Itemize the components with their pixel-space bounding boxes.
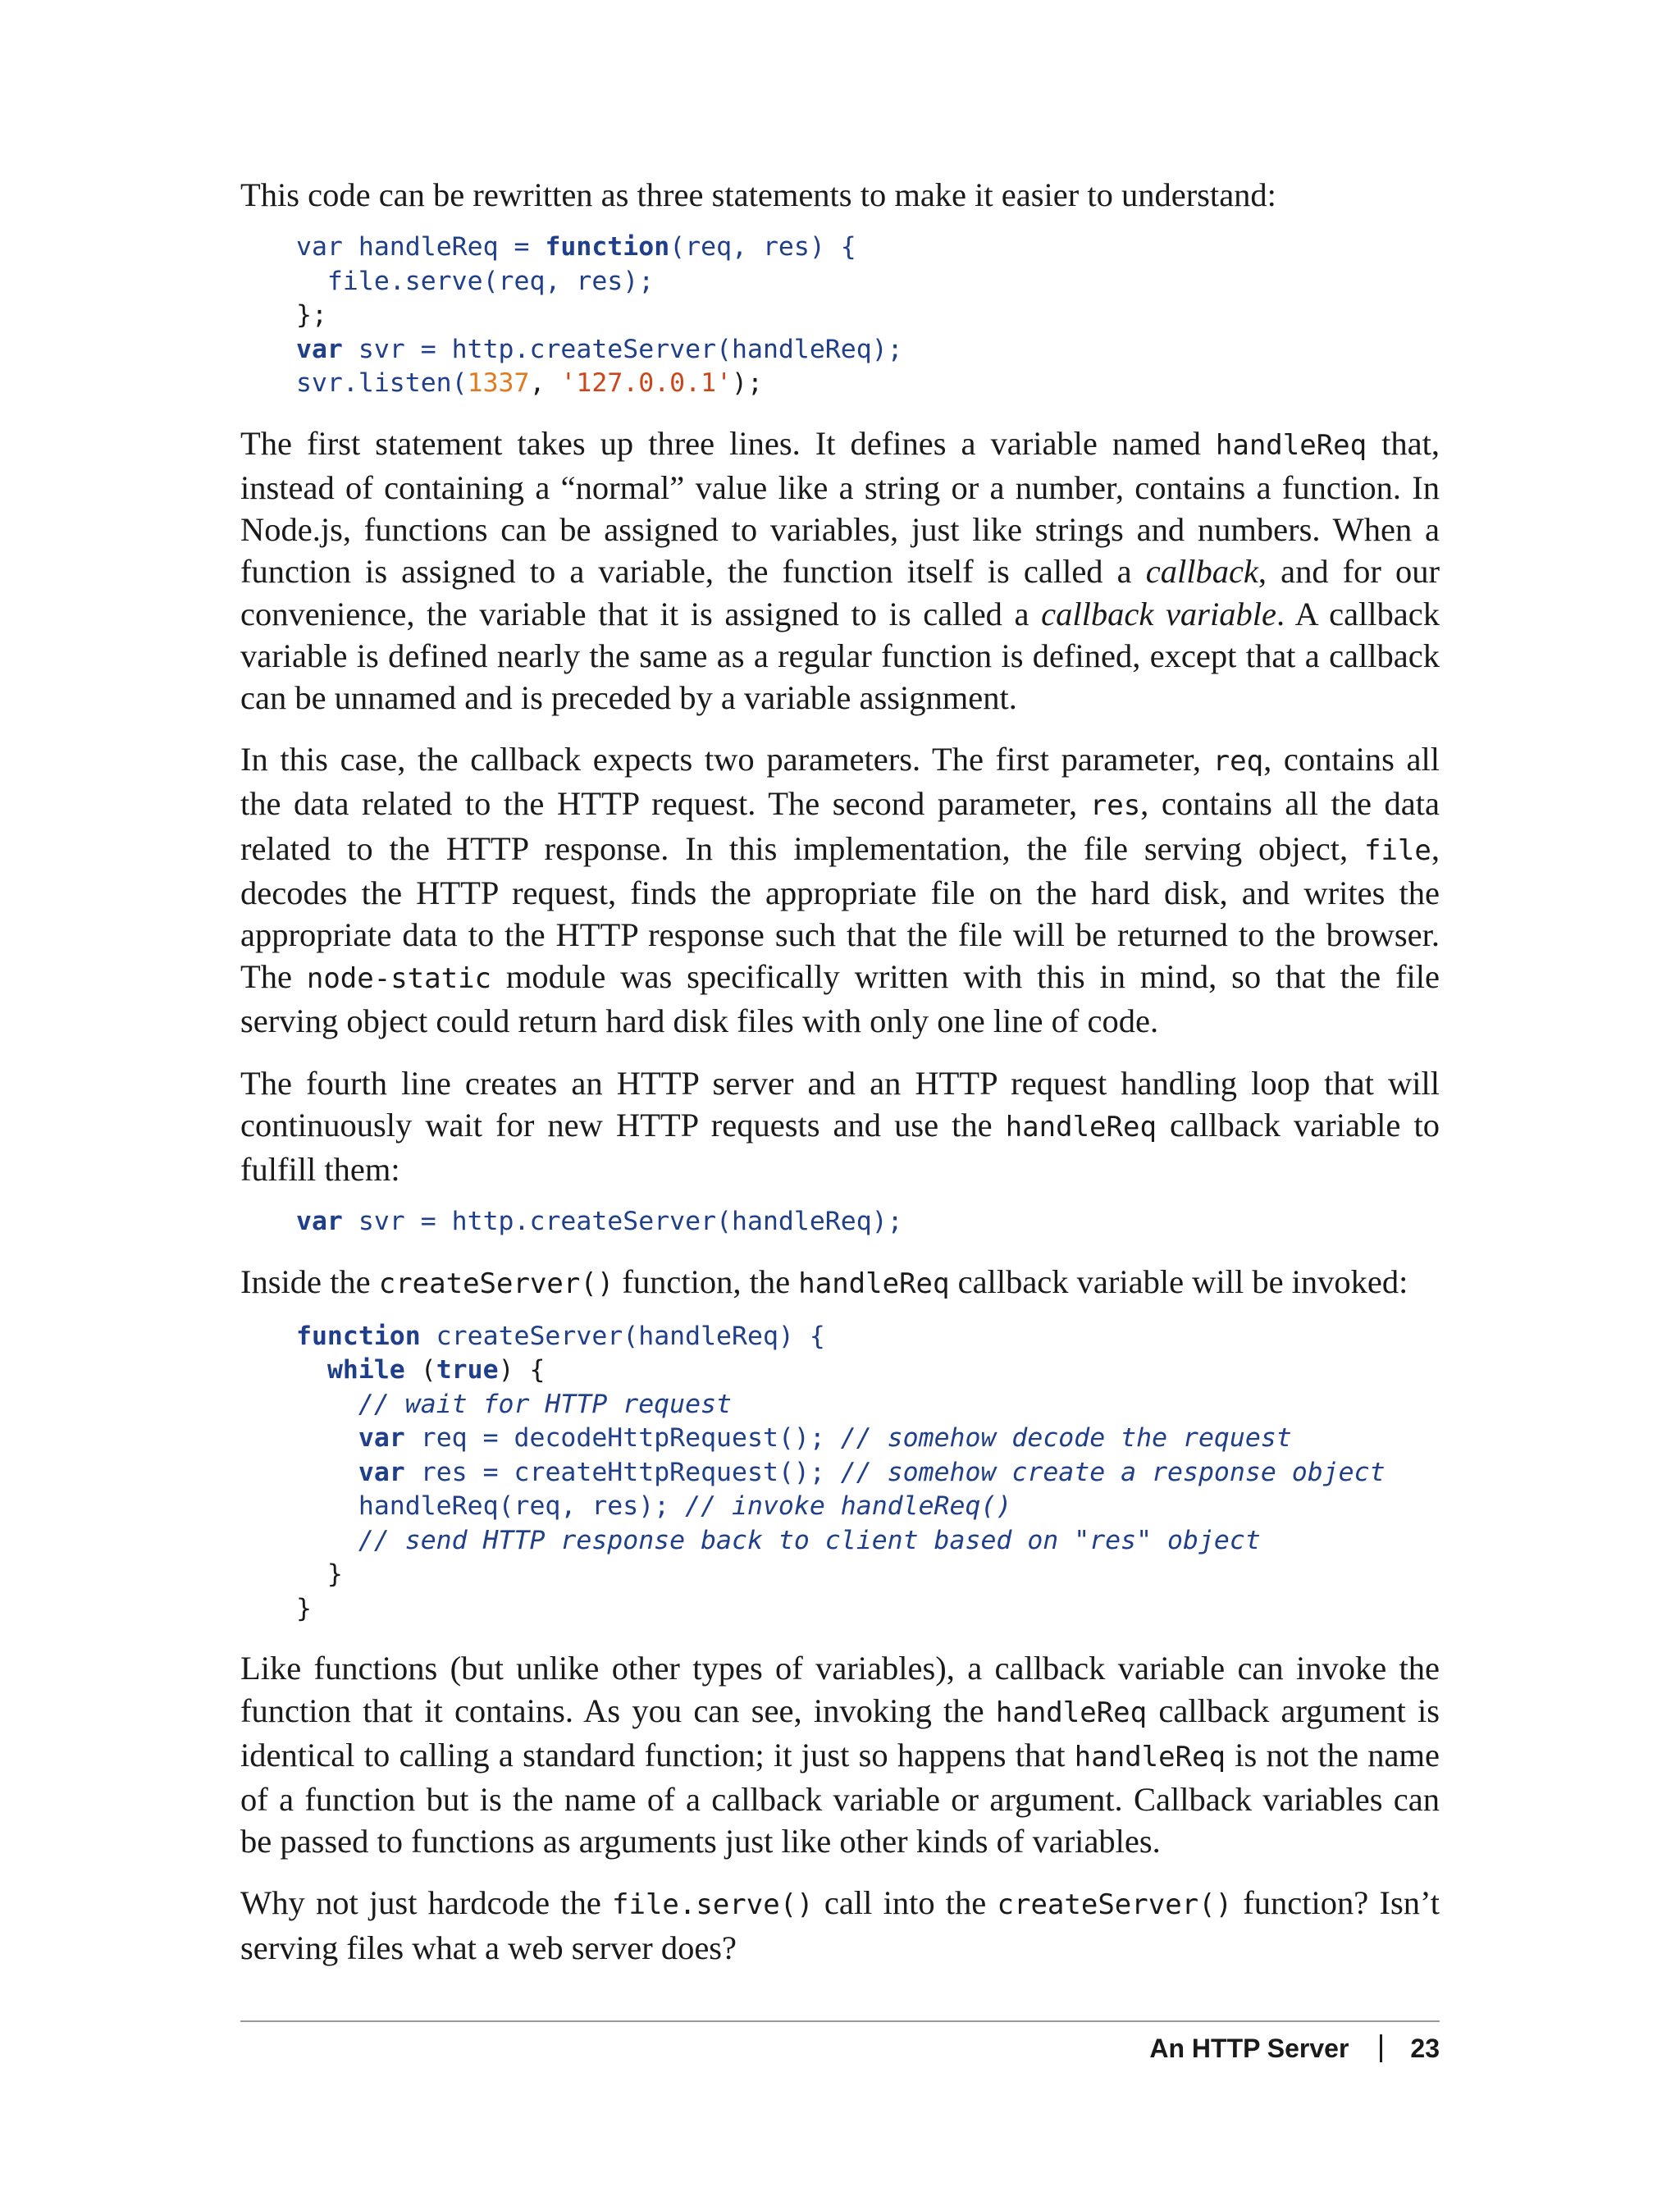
- paragraph-text: Why not just hardcode the: [240, 1884, 613, 1922]
- code-text: (req, res) {: [669, 232, 856, 262]
- code-text: svr = http.createServer(handleReq);: [342, 1207, 903, 1237]
- code-line-5: [296, 368, 763, 398]
- paragraph-text: The fourth line creates an HTTP server and an HTTP request handling loop that will continuously wait for new HTTP requests and use the: [240, 1064, 1440, 1144]
- paragraph-text: Like functions (but unlike other types of variables), a callback variable can invoke the function that it contains. As you can see, invoking the: [240, 1650, 1440, 1729]
- footer-separator: [1380, 2034, 1382, 2062]
- code-text: svr.listen(: [296, 368, 468, 399]
- paragraph-text: . A callback variable is defined nearly the same as a regular function is defined, except that a callback can be unnamed and is preceded by a variable assignment.: [240, 595, 1440, 716]
- inline-code: res: [1089, 789, 1141, 823]
- code-comment: // send HTTP response back to client based on "res" object: [296, 1525, 1261, 1555]
- code-keyword: while: [326, 1355, 405, 1386]
- paragraph-text: , contains all the data related to the HTTP response. In this implementation, the file serving object,: [240, 785, 1440, 867]
- code-line-5: [296, 1458, 1386, 1487]
- code-string: '127.0.0.1': [560, 368, 733, 399]
- code-text: handleReq(req, res);: [296, 1491, 686, 1522]
- code-text: );: [732, 368, 763, 399]
- paragraph-text: callback argument is identical to calling a standard function; it just so happens that: [240, 1691, 1440, 1774]
- code-line-3: };: [296, 300, 327, 331]
- code-block-server-loop: [296, 1320, 1440, 1627]
- inline-code: handleReq: [798, 1267, 950, 1300]
- code-keyword: true: [436, 1355, 499, 1386]
- inline-code: createServer(): [378, 1267, 614, 1300]
- paragraph-text: function, the: [614, 1262, 799, 1300]
- code-line-1: [296, 232, 856, 262]
- code-text: req = decodeHttpRequest();: [404, 1423, 841, 1454]
- code-line-4: [296, 1423, 1292, 1453]
- page-content: [240, 174, 1440, 1988]
- code-keyword: var: [296, 232, 343, 262]
- paragraph-text: , contains all the data related to the HTTP request. The second parameter,: [240, 741, 1440, 823]
- paragraph-callback-invoke: [240, 1647, 1440, 1862]
- code-keyword: var: [296, 1207, 343, 1237]
- code-comment: // wait for HTTP request: [296, 1389, 733, 1419]
- paragraph-text: This code can be rewritten as three statements to make it easier to understand:: [240, 176, 1276, 213]
- code-text: createServer(handleReq) {: [420, 1321, 825, 1351]
- code-indent: [296, 1355, 327, 1385]
- code-text: svr = http.createServer(handleReq);: [342, 334, 903, 364]
- paragraph-text: that, instead of containing a “normal” value like a string or a number, contains a function. In Node.js, functions can be assigned to variables, just like strings and numbers. When a function is assigned to a variable, the function itself is called a: [240, 424, 1440, 591]
- paragraph-text: , and for our convenience, the variable that it is assigned to is called a: [240, 553, 1440, 632]
- code-comment: // invoke handleReq(): [685, 1491, 1012, 1522]
- code-indent: [296, 1458, 358, 1487]
- emphasis: callback variable: [1041, 595, 1276, 632]
- code-keyword: var: [358, 1457, 405, 1487]
- code-keyword: function: [545, 232, 670, 262]
- code-indent: [296, 1423, 358, 1453]
- code-line-2: [296, 1355, 545, 1385]
- paragraph-why-not-hardcode: [240, 1882, 1440, 1968]
- code-block-create-server: [296, 1205, 1440, 1239]
- inline-code: file: [1363, 833, 1431, 867]
- code-text: ,: [529, 368, 561, 399]
- inline-code: handleReq: [1005, 1110, 1157, 1144]
- code-line-4: [296, 335, 903, 364]
- paragraph-text: Inside the: [240, 1262, 379, 1300]
- code-line-9: }: [296, 1593, 312, 1623]
- page-number: 23: [1410, 2034, 1440, 2063]
- inline-code: handleReq: [1215, 428, 1367, 462]
- inline-code: node-static: [306, 962, 492, 996]
- code-text: handleReq =: [342, 232, 546, 262]
- paragraph-text: module was specifically written with this in mind, so that the file serving object could return hard disk files with only one line of code.: [240, 958, 1440, 1040]
- code-comment: // somehow decode the request: [840, 1423, 1292, 1454]
- code-keyword: var: [296, 334, 343, 364]
- code-line-8: }: [296, 1559, 343, 1590]
- paragraph-text: callback variable will be invoked:: [949, 1262, 1408, 1300]
- code-text: ) {: [498, 1355, 546, 1386]
- page-footer: [1149, 2028, 1440, 2069]
- code-block-rewritten: [296, 231, 1440, 401]
- inline-code: handleReq: [995, 1696, 1148, 1729]
- inline-code: req: [1212, 745, 1264, 778]
- paragraph-first-statement: [240, 422, 1440, 719]
- paragraph-intro: [240, 174, 1440, 216]
- code-line-2: file.serve(req, res);: [296, 266, 655, 296]
- inline-code: handleReq: [1074, 1740, 1226, 1774]
- code-text: (: [404, 1355, 436, 1386]
- code-line-1: [296, 1322, 825, 1351]
- paragraph-callback-params: [240, 738, 1440, 1042]
- paragraph-text: , decodes the HTTP request, finds the appropriate file on the hard disk, and writes the appropriate data to the HTTP response such that the file will be returned to the browser. The: [240, 829, 1440, 996]
- paragraph-text: function? Isn’t serving files what a web server does?: [240, 1884, 1440, 1966]
- paragraph-text: The first statement takes up three lines. It defines a variable named: [240, 424, 1216, 462]
- code-number: 1337: [467, 368, 530, 399]
- code-keyword: function: [296, 1321, 421, 1351]
- paragraph-fourth-line: [240, 1062, 1440, 1191]
- inline-code: createServer(): [997, 1888, 1233, 1922]
- code-line-6: [296, 1491, 1011, 1521]
- paragraph-text: call into the: [813, 1884, 998, 1922]
- footer-divider: [240, 2020, 1440, 2022]
- code-keyword: var: [358, 1423, 405, 1454]
- paragraph-inside-create-server: [240, 1261, 1440, 1305]
- code-text: res = createHttpRequest();: [404, 1457, 841, 1487]
- paragraph-text: callback variable to fulfill them:: [240, 1106, 1440, 1188]
- emphasis: callback: [1145, 553, 1258, 591]
- inline-code: file.serve(): [612, 1888, 814, 1922]
- code-line-1: [296, 1207, 903, 1236]
- paragraph-text: is not the name of a function but is the name of a callback variable or argument. Callback variables can be passed to functions as arguments just like other kinds of variables.: [240, 1736, 1440, 1860]
- paragraph-text: In this case, the callback expects two parameters. The first parameter,: [240, 741, 1213, 778]
- running-footer-title: An HTTP Server: [1149, 2034, 1349, 2063]
- code-comment: // somehow create a response object: [840, 1457, 1386, 1487]
